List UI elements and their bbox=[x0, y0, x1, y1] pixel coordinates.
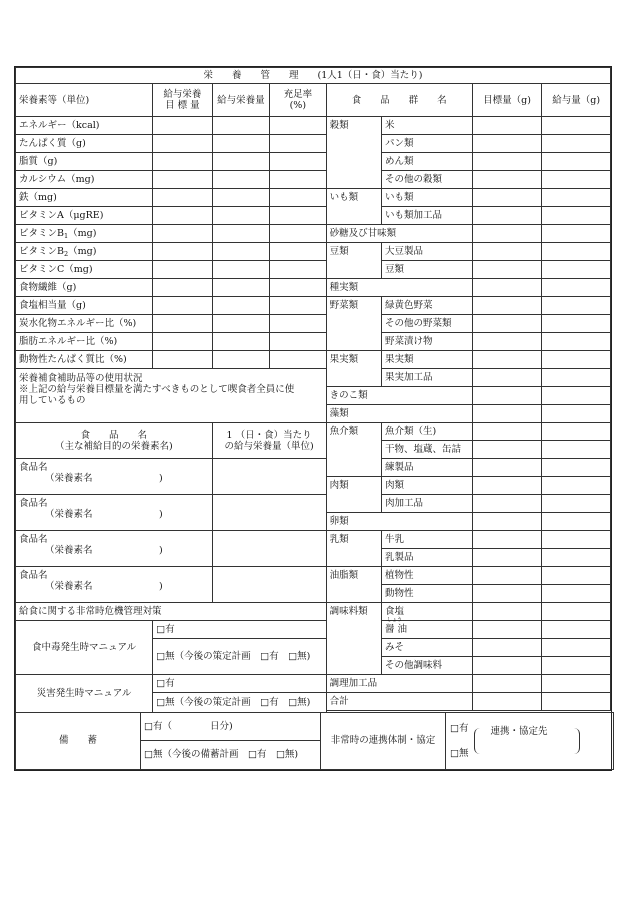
input-cell[interactable] bbox=[542, 225, 611, 243]
input-cell[interactable] bbox=[542, 531, 611, 549]
food-fish-raw: 魚介類（生) bbox=[382, 423, 473, 441]
input-cell[interactable] bbox=[212, 117, 269, 135]
input-cell[interactable] bbox=[212, 333, 269, 351]
input-cell[interactable] bbox=[270, 279, 326, 297]
input-cell[interactable] bbox=[472, 315, 542, 333]
food-other-seasoning: その他調味料 bbox=[382, 657, 473, 675]
input-cell[interactable] bbox=[542, 369, 611, 387]
food-fish-dried: 干物、塩蔵、缶詰 bbox=[382, 441, 473, 459]
food-milk-products: 乳製品 bbox=[382, 549, 473, 567]
input-cell[interactable] bbox=[472, 639, 542, 657]
input-cell[interactable] bbox=[472, 477, 542, 495]
food-bread: パン類 bbox=[382, 135, 473, 153]
input-cell[interactable] bbox=[472, 369, 542, 387]
food-miso: みそ bbox=[382, 639, 473, 657]
group-fruits: 果実類 bbox=[326, 351, 381, 387]
input-cell[interactable] bbox=[212, 351, 269, 369]
nutrition-management-form bbox=[14, 66, 612, 771]
input-cell[interactable] bbox=[270, 117, 326, 135]
input-cell[interactable] bbox=[212, 243, 269, 261]
input-cell[interactable] bbox=[472, 675, 542, 693]
input-cell[interactable] bbox=[153, 351, 212, 369]
group-eggs: 卵類 bbox=[326, 513, 472, 531]
input-cell[interactable] bbox=[153, 189, 212, 207]
supplement-entry-1[interactable]: 食品名 （栄養素名 ) bbox=[16, 459, 213, 495]
input-cell[interactable] bbox=[472, 531, 542, 549]
input-cell[interactable] bbox=[472, 279, 542, 297]
input-cell[interactable] bbox=[472, 603, 542, 621]
input-cell[interactable] bbox=[542, 657, 611, 675]
input-cell[interactable] bbox=[270, 189, 326, 207]
input-cell[interactable] bbox=[153, 333, 212, 351]
input-cell[interactable] bbox=[472, 513, 542, 531]
nutrient-vitamin-a: ビタミンA（μgRE) bbox=[16, 207, 153, 225]
group-prepared: 調理加工品 bbox=[326, 675, 472, 693]
food-other-grains: その他の穀類 bbox=[382, 171, 473, 189]
group-vegetables: 野菜類 bbox=[326, 297, 381, 351]
supplement-amount-3[interactable] bbox=[212, 531, 326, 567]
input-cell[interactable] bbox=[270, 315, 326, 333]
input-cell[interactable] bbox=[472, 225, 542, 243]
coop-yes-checkbox[interactable]: □有 bbox=[450, 722, 469, 734]
food-total: 合計 bbox=[326, 693, 472, 711]
food-other-veg: その他の野菜類 bbox=[382, 315, 473, 333]
input-cell[interactable] bbox=[153, 261, 212, 279]
input-cell[interactable] bbox=[542, 135, 611, 153]
input-cell[interactable] bbox=[472, 441, 542, 459]
nutrient-salt: 食塩相当量（g) bbox=[16, 297, 153, 315]
input-cell[interactable] bbox=[542, 117, 611, 135]
food-salt: 食塩 bbox=[382, 603, 473, 621]
food-milk: 牛乳 bbox=[382, 531, 473, 549]
nutrition-table bbox=[15, 67, 611, 713]
input-cell[interactable] bbox=[270, 351, 326, 369]
input-cell[interactable] bbox=[472, 621, 542, 639]
group-fish: 魚介類 bbox=[326, 423, 381, 477]
food-rice: 米 bbox=[382, 117, 473, 135]
food-fish-paste: 練製品 bbox=[382, 459, 473, 477]
disaster-yes-checkbox[interactable]: □有 bbox=[153, 675, 326, 693]
input-cell[interactable] bbox=[472, 153, 542, 171]
input-cell[interactable] bbox=[542, 585, 611, 603]
input-cell[interactable] bbox=[472, 585, 542, 603]
input-cell[interactable] bbox=[270, 261, 326, 279]
food-fruit-processed: 果実加工品 bbox=[382, 369, 473, 387]
food-potato-processed: いも類加工品 bbox=[382, 207, 473, 225]
input-cell[interactable] bbox=[212, 297, 269, 315]
input-cell[interactable] bbox=[472, 117, 542, 135]
input-cell[interactable] bbox=[472, 297, 542, 315]
disaster-manual: 災害発生時マニュアル bbox=[16, 675, 153, 713]
input-cell[interactable] bbox=[212, 279, 269, 297]
supplement-entry-2[interactable]: 食品名 （栄養素名 ) bbox=[16, 495, 213, 531]
input-cell[interactable] bbox=[153, 171, 212, 189]
nutrient-fat: 脂質（g) bbox=[16, 153, 153, 171]
input-cell[interactable] bbox=[542, 675, 611, 693]
input-cell[interactable] bbox=[542, 261, 611, 279]
group-mushrooms: きのこ類 bbox=[326, 387, 472, 405]
input-cell[interactable] bbox=[212, 153, 269, 171]
input-cell[interactable] bbox=[472, 135, 542, 153]
group-dairy: 乳類 bbox=[326, 531, 381, 567]
input-cell[interactable] bbox=[212, 171, 269, 189]
input-cell[interactable] bbox=[212, 207, 269, 225]
input-cell[interactable] bbox=[542, 405, 611, 423]
nutrient-animal-protein-ratio: 動物性たんぱく質比（%) bbox=[16, 351, 153, 369]
input-cell[interactable] bbox=[542, 639, 611, 657]
input-cell[interactable] bbox=[472, 657, 542, 675]
input-cell[interactable] bbox=[472, 207, 542, 225]
input-cell[interactable] bbox=[472, 171, 542, 189]
input-cell[interactable] bbox=[472, 495, 542, 513]
form-title: 栄 養 管 理 (1人1（日・食）当たり) bbox=[16, 68, 611, 84]
supplement-entry-3[interactable]: 食品名 （栄養素名 ) bbox=[16, 531, 213, 567]
input-cell[interactable] bbox=[270, 297, 326, 315]
input-cell[interactable] bbox=[542, 423, 611, 441]
stockpile-label: 備 蓄 bbox=[16, 712, 141, 769]
input-cell[interactable] bbox=[542, 477, 611, 495]
input-cell[interactable] bbox=[542, 351, 611, 369]
col-header-target: 給与栄養 目 標 量 bbox=[153, 84, 212, 117]
col-header-nutrient: 栄養素等（単位) bbox=[16, 84, 153, 117]
input-cell[interactable] bbox=[542, 315, 611, 333]
partner-label: 連携・協定先 bbox=[490, 725, 548, 737]
input-cell[interactable] bbox=[472, 459, 542, 477]
stockpile-table bbox=[15, 712, 614, 770]
nutrient-vitamin-b1: ビタミン$B_1(mg)$ bbox=[16, 225, 153, 243]
emergency-title: 給食に関する非常時危機管理対策 bbox=[16, 603, 327, 621]
supplement-col-food: 食 品 名 （主な補給目的の栄養素名) bbox=[16, 423, 213, 459]
input-cell[interactable] bbox=[153, 243, 212, 261]
input-cell[interactable] bbox=[153, 297, 212, 315]
input-cell[interactable] bbox=[270, 225, 326, 243]
poisoning-no-checkbox[interactable]: □無（今後の策定計画 □有 □無) bbox=[153, 639, 326, 675]
food-animal-oil: 動物性 bbox=[382, 585, 473, 603]
food-plant-oil: 植物性 bbox=[382, 567, 473, 585]
input-cell[interactable] bbox=[472, 351, 542, 369]
input-cell[interactable] bbox=[212, 261, 269, 279]
nutrient-iron: 鉄（mg) bbox=[16, 189, 153, 207]
supplements-description: 栄養補食補助品等の使用状況 ※上記の給与栄養目標量を満たすべきものとして喫食者全員に使 用しているもの bbox=[16, 369, 327, 423]
input-cell[interactable] bbox=[472, 405, 542, 423]
input-cell[interactable] bbox=[472, 387, 542, 405]
input-cell[interactable] bbox=[153, 135, 212, 153]
input-cell[interactable] bbox=[270, 153, 326, 171]
input-cell[interactable] bbox=[472, 261, 542, 279]
supplement-amount-1[interactable] bbox=[212, 459, 326, 495]
input-cell[interactable] bbox=[153, 279, 212, 297]
food-noodles: めん類 bbox=[382, 153, 473, 171]
input-cell[interactable] bbox=[542, 153, 611, 171]
input-cell[interactable] bbox=[542, 189, 611, 207]
input-cell[interactable] bbox=[270, 135, 326, 153]
input-cell[interactable] bbox=[153, 315, 212, 333]
food-potato: いも類 bbox=[382, 189, 473, 207]
input-cell[interactable] bbox=[153, 153, 212, 171]
input-cell[interactable] bbox=[212, 225, 269, 243]
col-header-food-group: 食 品 群 名 bbox=[326, 84, 472, 117]
cooperation-label: 非常時の連携体制・協定 bbox=[321, 712, 446, 769]
group-seeds: 種実類 bbox=[326, 279, 472, 297]
input-cell[interactable] bbox=[542, 333, 611, 351]
food-green-yellow: 緑黄色野菜 bbox=[382, 297, 473, 315]
input-cell[interactable] bbox=[542, 495, 611, 513]
supplement-col-amount: 1 （日・食）当たり の給与栄養量（単位) bbox=[212, 423, 326, 459]
input-cell[interactable] bbox=[270, 243, 326, 261]
input-cell[interactable] bbox=[472, 549, 542, 567]
nutrient-vitamin-b2: ビタミン$B_2(mg)$ bbox=[16, 243, 153, 261]
poisoning-yes-checkbox[interactable]: □有 bbox=[153, 621, 326, 639]
input-cell[interactable] bbox=[542, 441, 611, 459]
input-cell[interactable] bbox=[270, 333, 326, 351]
cooperation-cell bbox=[446, 712, 614, 769]
food-soy-sauce: しょう 醤 油 bbox=[382, 621, 473, 639]
col-header-supply: 給与栄養量 bbox=[212, 84, 269, 117]
group-oils: 油脂類 bbox=[326, 567, 381, 603]
input-cell[interactable] bbox=[542, 207, 611, 225]
input-cell[interactable] bbox=[270, 171, 326, 189]
input-cell[interactable] bbox=[542, 621, 611, 639]
input-cell[interactable] bbox=[542, 603, 611, 621]
nutrient-protein: たんぱく質（g) bbox=[16, 135, 153, 153]
input-cell[interactable] bbox=[542, 297, 611, 315]
nutrient-energy: エネルギー（kcal) bbox=[16, 117, 153, 135]
input-cell[interactable] bbox=[542, 693, 611, 711]
food-fruit: 果実類 bbox=[382, 351, 473, 369]
poisoning-manual: 食中毒発生時マニュアル bbox=[16, 621, 153, 675]
food-soy-products: 大豆製品 bbox=[382, 243, 473, 261]
input-cell[interactable] bbox=[212, 135, 269, 153]
input-cell[interactable] bbox=[472, 243, 542, 261]
stock-yes-checkbox[interactable]: □有（ 日分) bbox=[141, 712, 321, 741]
group-beans: 豆類 bbox=[326, 243, 381, 279]
input-cell[interactable] bbox=[542, 243, 611, 261]
input-cell[interactable] bbox=[542, 279, 611, 297]
col-header-food-target: 目標量（g) bbox=[472, 84, 542, 117]
input-cell[interactable] bbox=[542, 513, 611, 531]
input-cell[interactable] bbox=[542, 549, 611, 567]
nutrient-vitamin-c: ビタミンC（mg) bbox=[16, 261, 153, 279]
group-meat: 肉類 bbox=[326, 477, 381, 513]
col-header-rate: 充足率 (%) bbox=[270, 84, 326, 117]
supplement-amount-2[interactable] bbox=[212, 495, 326, 531]
group-seaweed: 藻類 bbox=[326, 405, 472, 423]
input-cell[interactable] bbox=[270, 207, 326, 225]
food-pickles: 野菜漬け物 bbox=[382, 333, 473, 351]
group-grains: 穀類 bbox=[326, 117, 381, 189]
input-cell[interactable] bbox=[153, 117, 212, 135]
nutrient-fat-ratio: 脂肪エネルギー比（%) bbox=[16, 333, 153, 351]
food-meat: 肉類 bbox=[382, 477, 473, 495]
input-cell[interactable] bbox=[212, 315, 269, 333]
group-sugar: 砂糖及び甘味類 bbox=[326, 225, 472, 243]
input-cell[interactable] bbox=[153, 225, 212, 243]
supplement-amount-4[interactable] bbox=[212, 567, 326, 603]
input-cell[interactable] bbox=[472, 189, 542, 207]
stock-no-checkbox[interactable]: □無（今後の備蓄計画 □有 □無) bbox=[141, 741, 321, 770]
disaster-no-checkbox[interactable]: □無（今後の策定計画 □有 □無) bbox=[153, 693, 326, 713]
input-cell[interactable] bbox=[472, 693, 542, 711]
group-potatoes: いも類 bbox=[326, 189, 381, 225]
coop-no-checkbox[interactable]: □無 bbox=[450, 747, 469, 759]
input-cell[interactable] bbox=[212, 189, 269, 207]
group-seasonings: 調味料類 bbox=[326, 603, 381, 675]
input-cell[interactable] bbox=[542, 387, 611, 405]
food-meat-processed: 肉加工品 bbox=[382, 495, 473, 513]
input-cell[interactable] bbox=[542, 171, 611, 189]
input-cell[interactable] bbox=[542, 459, 611, 477]
nutrient-carb-ratio: 炭水化物エネルギー比（%) bbox=[16, 315, 153, 333]
input-cell[interactable] bbox=[542, 567, 611, 585]
input-cell[interactable] bbox=[153, 207, 212, 225]
input-cell[interactable] bbox=[472, 567, 542, 585]
input-cell[interactable] bbox=[472, 333, 542, 351]
nutrient-fiber: 食物繊維（g) bbox=[16, 279, 153, 297]
supplement-entry-4[interactable]: 食品名 （栄養素名 ) bbox=[16, 567, 213, 603]
nutrient-calcium: カルシウム（mg) bbox=[16, 171, 153, 189]
food-bean: 豆類 bbox=[382, 261, 473, 279]
col-header-food-supply: 給与量（g) bbox=[542, 84, 611, 117]
input-cell[interactable] bbox=[472, 423, 542, 441]
